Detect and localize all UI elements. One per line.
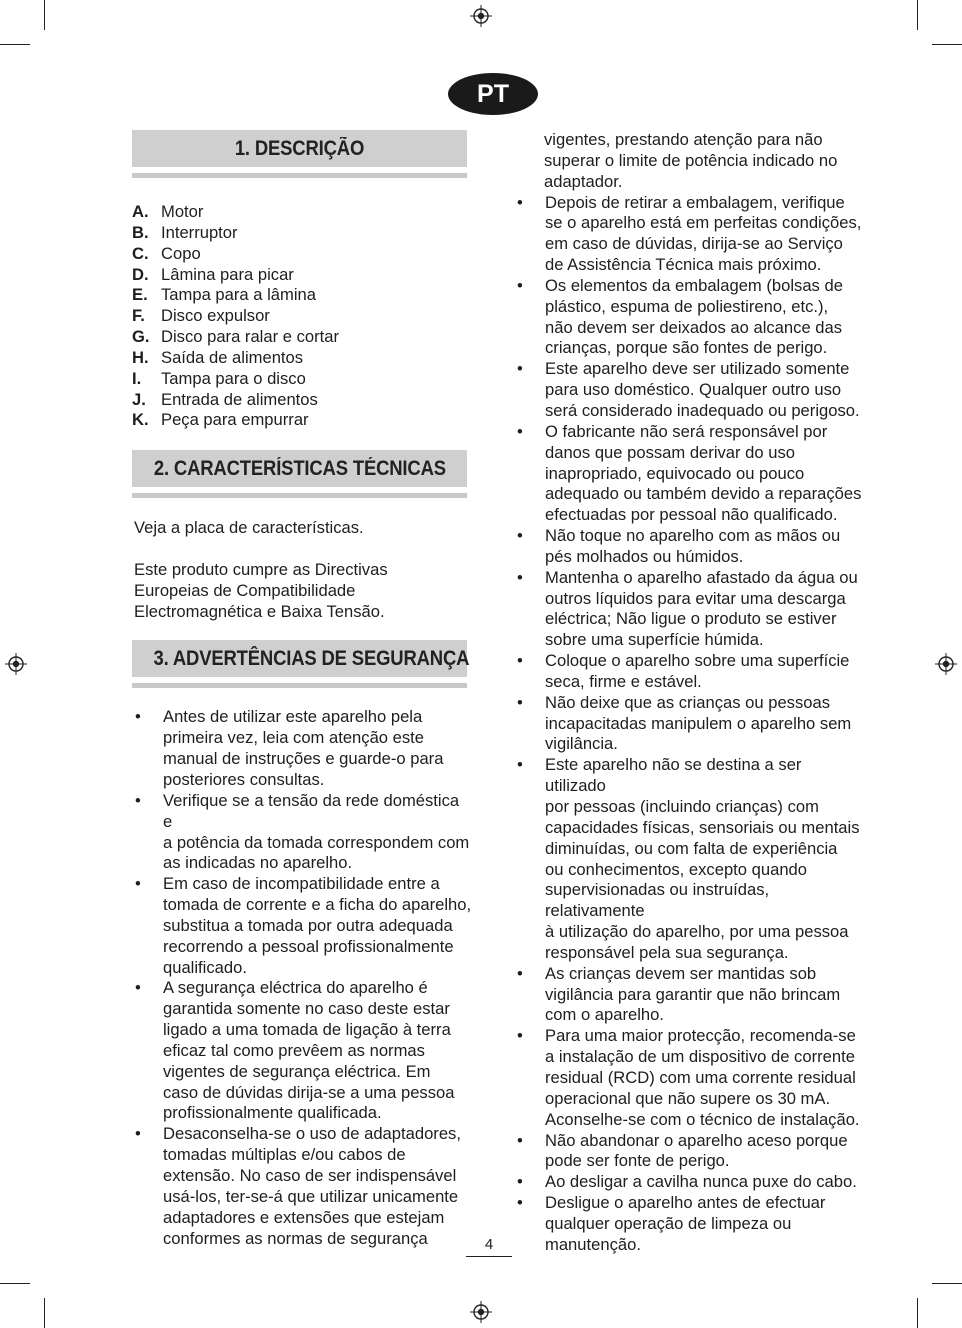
- bullet-text: [545, 1172, 866, 1193]
- item-label: Tampa para a lâmina: [161, 285, 316, 305]
- crop-mark: [0, 1283, 30, 1284]
- right-column: [514, 130, 866, 1256]
- bullet-text: [545, 1131, 866, 1173]
- text-line: Desligue o aparelho antes de efectuar: [545, 1193, 826, 1213]
- left-column: [132, 130, 472, 1249]
- text-line: danos que possam derivar do uso: [545, 442, 795, 462]
- text-line: vigilância para garantir que não brincam: [545, 984, 841, 1004]
- text-line: As crianças devem ser mantidas sob: [545, 963, 817, 983]
- crop-mark: [0, 44, 30, 45]
- text-line: se o aparelho está em perfeitas condições,: [545, 213, 862, 233]
- section-heading: [132, 640, 470, 679]
- item-label: Entrada de alimentos: [161, 389, 318, 409]
- item-letter: A.: [132, 202, 149, 221]
- list-item: [514, 1193, 866, 1256]
- text-line: adequado ou também devido a reparações: [545, 484, 862, 504]
- text-line: Verifique se a tensão da rede doméstica e: [163, 790, 460, 831]
- section-title: 1. DESCRIÇÃO: [234, 137, 365, 160]
- list-item: [514, 755, 866, 963]
- crop-mark: [917, 1298, 918, 1328]
- heading-rule: [132, 173, 467, 178]
- text-line: Não deixe que as crianças ou pessoas: [545, 692, 831, 712]
- text-line: adaptadores e extensões que estejam: [163, 1207, 445, 1227]
- text-line: de Assistência Técnica mais próximo.: [545, 255, 822, 275]
- text-line: Este aparelho não se destina a ser utilizado: [545, 755, 802, 796]
- bullet-icon: •: [517, 1026, 523, 1046]
- text-line: Mantenha o aparelho afastado da água ou: [545, 567, 858, 587]
- list-item: [514, 422, 866, 526]
- bullet-text: [545, 193, 866, 276]
- text-line: Para uma maior protecção, recomenda-se: [545, 1026, 856, 1046]
- text-line: a instalação de um dispositivo de corrente: [545, 1047, 855, 1067]
- bullet-icon: •: [517, 567, 523, 587]
- bullet-text: [545, 1026, 866, 1130]
- bullet-text: [545, 422, 866, 526]
- list-item: [514, 964, 866, 1027]
- text-line: qualquer operação de limpeza ou: [545, 1213, 792, 1233]
- item-letter: G.: [132, 327, 150, 347]
- continuation-text: [514, 130, 866, 193]
- bullet-icon: •: [517, 421, 523, 441]
- text-line: primeira vez, leia com atenção este: [163, 728, 425, 748]
- text-line: capacidades físicas, sensoriais ou mentais: [545, 817, 860, 837]
- list-item: [514, 693, 866, 756]
- bullet-icon: •: [517, 275, 523, 295]
- text-line: substitua a tomada por outra adequada: [163, 915, 453, 935]
- list-item: [514, 193, 866, 276]
- bullet-icon: •: [517, 755, 523, 775]
- crop-mark: [917, 0, 918, 30]
- list-item: [132, 390, 472, 411]
- section-title: 3. ADVERTÊNCIAS DE SEGURANÇA: [153, 647, 470, 671]
- text-line: a potência da tomada correspondem com: [163, 832, 470, 852]
- text-line: Não abandonar o aparelho aceso porque: [545, 1130, 848, 1150]
- text-line: pode ser fonte de perigo.: [545, 1151, 730, 1171]
- text-line: diminuídas, ou com falta de experiência: [545, 838, 838, 858]
- text-line: supervisionadas ou instruídas, relativamente: [545, 880, 770, 921]
- registration-mark-icon: [5, 653, 27, 675]
- text-line: Coloque o aparelho sobre uma superfície: [545, 651, 850, 671]
- bullet-icon: •: [517, 192, 523, 212]
- text-line: eléctrica; Não ligue o produto se estiver: [545, 609, 837, 629]
- bullet-text: [545, 964, 866, 1027]
- item-letter: B.: [132, 222, 149, 242]
- item-label: Copo: [161, 243, 201, 263]
- list-item: [132, 327, 472, 348]
- text-line: seca, firme e estável.: [545, 671, 702, 691]
- list-item: [514, 526, 866, 568]
- item-label: Saída de alimentos: [161, 347, 304, 367]
- list-item: [132, 223, 472, 244]
- item-label: Motor: [161, 202, 204, 221]
- list-item: [514, 568, 866, 651]
- bullet-text: [545, 693, 866, 756]
- item-letter: I.: [132, 368, 142, 388]
- text-line: será considerado inadequado ou perigoso.: [545, 400, 860, 420]
- list-item: [132, 978, 472, 1124]
- bullet-icon: •: [135, 707, 141, 727]
- registration-mark-icon: [470, 1301, 492, 1323]
- list-item: [514, 1131, 866, 1173]
- heading-rule: [132, 683, 467, 688]
- directives-paragraph: [132, 560, 472, 623]
- text-line: Não toque no aparelho com as mãos ou: [545, 526, 841, 546]
- text-line: Este produto cumpre as Directivas: [134, 559, 388, 579]
- text-line: manual de instruções e guarde-o para: [163, 749, 444, 769]
- bullet-text: [545, 1193, 866, 1256]
- text-line: não devem ser deixados ao alcance das: [545, 317, 843, 337]
- text-line: incapacitadas manipulem o aparelho sem: [545, 713, 852, 733]
- bullet-icon: •: [135, 978, 141, 998]
- page-number: 4: [466, 1236, 512, 1257]
- list-item: [514, 651, 866, 693]
- text-line: Os elementos da embalagem (bolsas de: [545, 275, 843, 295]
- bullet-text: [545, 651, 866, 693]
- heading-rule: [132, 493, 467, 498]
- text-line: Electromagnética e Baixa Tensão.: [134, 601, 385, 621]
- text-line: caso de dúvidas dirija-se a uma pessoa: [163, 1082, 455, 1102]
- list-item: [132, 410, 472, 431]
- spec-note: Veja a placa de características.: [134, 518, 364, 538]
- text-line: inapropriado, equivocado ou pouco: [545, 463, 805, 483]
- bullet-text: [163, 707, 472, 790]
- text-line: manutenção.: [545, 1234, 641, 1254]
- text-line: Depois de retirar a embalagem, verifique: [545, 192, 845, 212]
- text-line: plástico, espuma de poliestireno, etc.),: [545, 296, 829, 316]
- bullet-text: [545, 276, 866, 359]
- text-line: Desaconselha-se o uso de adaptadores,: [163, 1124, 461, 1144]
- list-item: [514, 1026, 866, 1130]
- bullet-text: [545, 568, 866, 651]
- item-label: Disco para ralar e cortar: [161, 327, 339, 347]
- item-letter: E.: [132, 285, 148, 305]
- bullet-icon: •: [135, 790, 141, 810]
- list-item: [132, 285, 472, 306]
- text-line: adaptador.: [544, 171, 623, 191]
- text-line: ligado a uma tomada de ligação à terra: [163, 1020, 451, 1040]
- crop-mark: [932, 1283, 962, 1284]
- list-item: [132, 348, 472, 369]
- text-line: garantida somente no caso deste estar: [163, 999, 450, 1019]
- safety-list: [132, 707, 472, 1249]
- section-heading: [132, 450, 467, 489]
- text-line: A segurança eléctrica do aparelho é: [163, 978, 428, 998]
- bullet-icon: •: [517, 692, 523, 712]
- item-label: Lâmina para picar: [161, 264, 294, 284]
- text-line: O fabricante não será responsável por: [545, 421, 828, 441]
- text-line: superar o limite de potência indicado no: [544, 150, 838, 170]
- text-line: residual (RCD) com uma corrente residual: [545, 1067, 856, 1087]
- list-item: [132, 202, 472, 223]
- text-line: Aconselhe-se com o técnico de instalação.: [545, 1109, 860, 1129]
- text-line: Em caso de incompatibilidade entre a: [163, 874, 440, 894]
- item-label: Tampa para o disco: [161, 368, 306, 388]
- item-label: Disco expulsor: [161, 306, 270, 326]
- bullet-text: [545, 359, 866, 422]
- bullet-icon: •: [517, 651, 523, 671]
- bullet-text: [163, 978, 472, 1124]
- crop-mark: [932, 44, 962, 45]
- bullet-icon: •: [517, 1130, 523, 1150]
- list-item: [132, 874, 472, 978]
- registration-mark-icon: [470, 5, 492, 27]
- text-line: por pessoas (incluindo crianças) com: [545, 797, 819, 816]
- safety-list: [514, 193, 866, 1256]
- text-line: tomada de corrente e a ficha do aparelho,: [163, 895, 472, 915]
- bullet-text: [163, 791, 472, 874]
- text-line: vigilância.: [545, 734, 618, 754]
- item-label: Interruptor: [161, 222, 238, 242]
- bullet-text: [163, 1124, 472, 1249]
- text-line: as indicadas no aparelho.: [163, 853, 353, 873]
- text-line: tomadas múltiplas e/ou cabos de: [163, 1145, 406, 1165]
- text-line: conformes as normas de segurança: [163, 1228, 428, 1248]
- section-heading: [132, 130, 467, 169]
- bullet-icon: •: [517, 1172, 523, 1192]
- bullet-text: [163, 874, 472, 978]
- item-letter: H.: [132, 347, 149, 367]
- item-letter: F.: [132, 306, 145, 326]
- text-line: extensão. No caso de ser indispensável: [163, 1166, 457, 1186]
- text-line: à utilização do aparelho, por uma pessoa: [545, 922, 849, 942]
- crop-mark: [44, 1298, 45, 1328]
- registration-mark-icon: [935, 653, 957, 675]
- item-letter: D.: [132, 264, 149, 284]
- list-item: [132, 791, 472, 874]
- list-item: [514, 276, 866, 359]
- list-item: [132, 707, 472, 790]
- text-line: Europeias de Compatibilidade: [134, 580, 356, 600]
- section-title: 2. CARACTERÍSTICAS TÉCNICAS: [153, 457, 446, 481]
- bullet-icon: •: [135, 1124, 141, 1144]
- text-line: posteriores consultas.: [163, 769, 325, 789]
- text-line: eficaz tal como prevêem as normas: [163, 1040, 425, 1060]
- bullet-icon: •: [517, 359, 523, 379]
- text-line: vigentes de segurança eléctrica. Em: [163, 1061, 431, 1081]
- text-line: com o aparelho.: [545, 1005, 664, 1025]
- text-line: sobre uma superfície húmida.: [545, 630, 764, 650]
- text-line: ou conhecimentos, excepto quando: [545, 859, 807, 879]
- text-line: Este aparelho deve ser utilizado somente: [545, 359, 850, 379]
- item-label: Peça para empurrar: [161, 410, 309, 430]
- list-item: [132, 306, 472, 327]
- item-letter: K.: [132, 410, 149, 430]
- text-line: usá-los, ter-se-á que utilizar unicamente: [163, 1186, 459, 1206]
- bullet-text: [545, 755, 866, 963]
- text-line: efectuadas por pessoal não qualificado.: [545, 505, 838, 525]
- list-item: [132, 1124, 472, 1249]
- bullet-icon: •: [517, 963, 523, 983]
- text-line: Ao desligar a cavilha nunca puxe do cabo.: [545, 1172, 857, 1192]
- bullet-icon: •: [135, 874, 141, 894]
- list-item: [132, 369, 472, 390]
- text-line: Antes de utilizar este aparelho pela: [163, 707, 423, 727]
- crop-mark: [44, 0, 45, 30]
- text-line: crianças, porque são fontes de perigo.: [545, 338, 828, 358]
- item-letter: J.: [132, 389, 146, 409]
- bullet-icon: •: [517, 526, 523, 546]
- item-letter: C.: [132, 243, 149, 263]
- list-item: [132, 265, 472, 286]
- bullet-icon: •: [517, 1193, 523, 1213]
- parts-list: [132, 202, 472, 431]
- list-item: [132, 244, 472, 265]
- language-badge: PT: [448, 73, 538, 115]
- text-line: profissionalmente qualificada.: [163, 1103, 382, 1123]
- text-line: outros líquidos para evitar uma descarga: [545, 588, 846, 608]
- text-line: vigentes, prestando atenção para não: [544, 130, 823, 149]
- text-line: pés molhados ou húmidos.: [545, 546, 744, 566]
- text-line: operacional que não supere os 30 mA.: [545, 1088, 831, 1108]
- bullet-text: [545, 526, 866, 568]
- text-line: responsável pela sua segurança.: [545, 942, 789, 962]
- list-item: [514, 1172, 866, 1193]
- text-line: recorrendo a pessoal profissionalmente: [163, 936, 454, 956]
- text-line: qualificado.: [163, 957, 247, 977]
- text-line: para uso doméstico. Qualquer outro uso: [545, 380, 842, 400]
- text-line: em caso de dúvidas, dirija-se ao Serviço: [545, 234, 843, 254]
- list-item: [514, 359, 866, 422]
